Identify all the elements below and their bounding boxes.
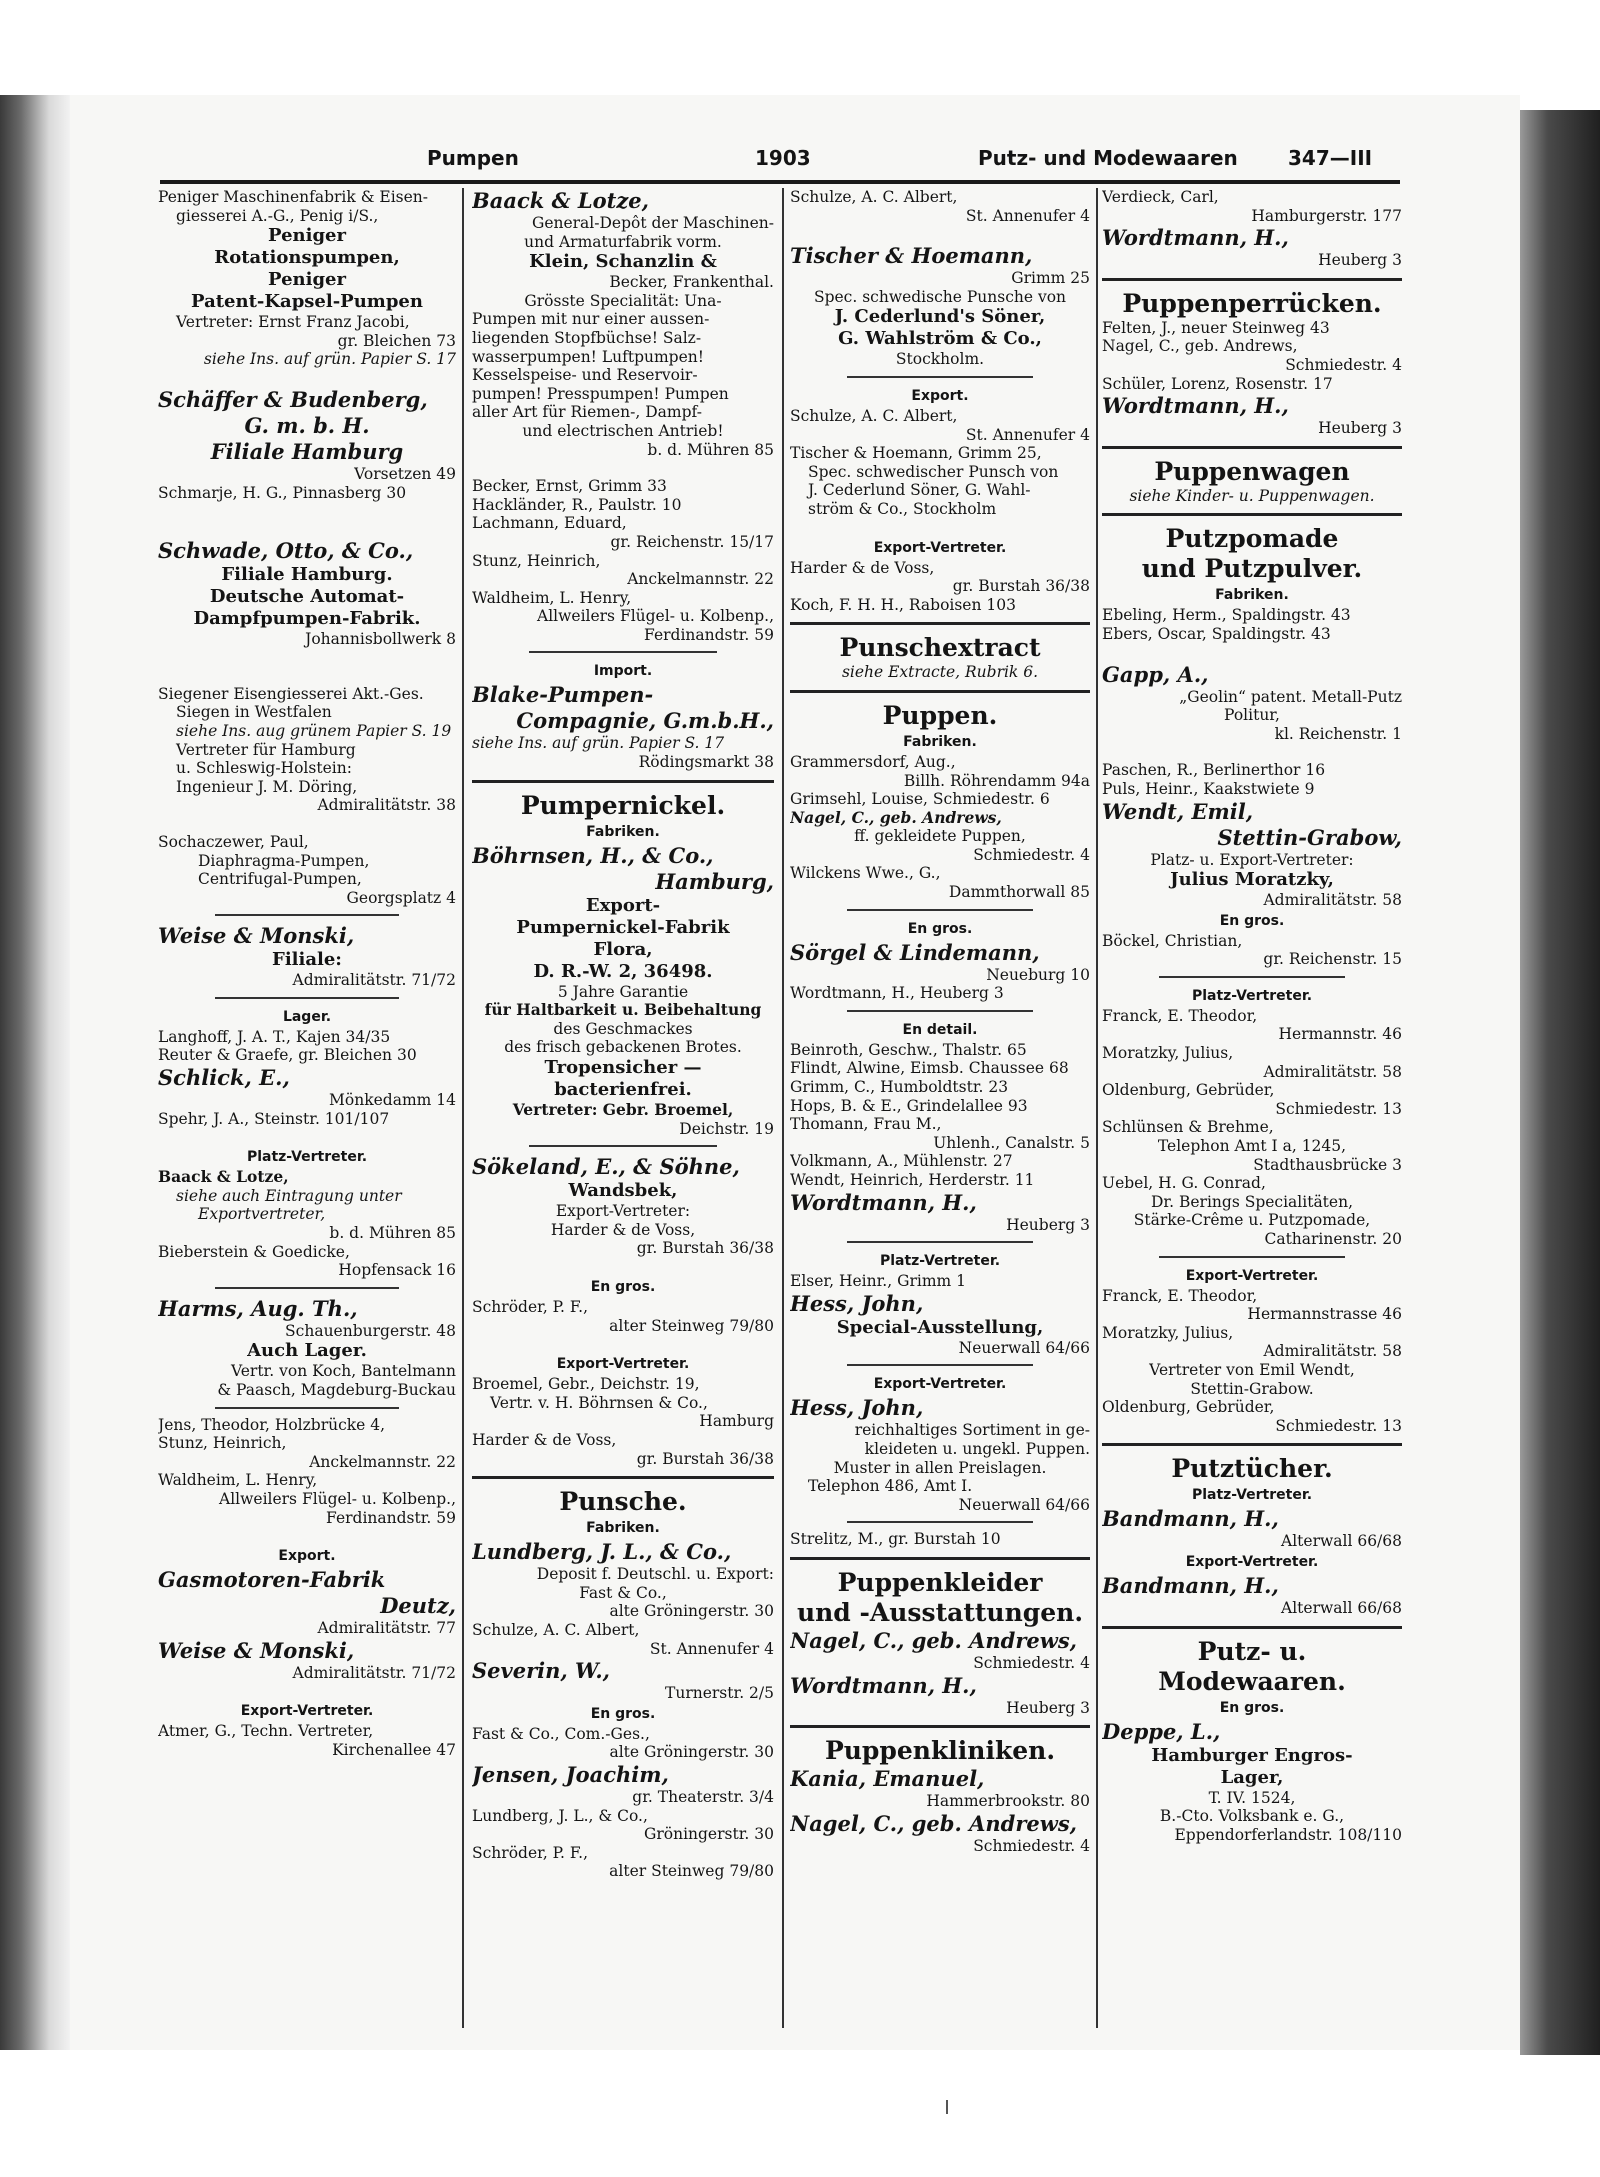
entry-line: Admiralitätstr. 77	[317, 1619, 456, 1638]
entry-line: Ingenieur J. M. Döring,	[176, 777, 358, 796]
firm-name: Jensen, Joachim,	[472, 1761, 669, 1787]
entry-line: Neuerwall 64/66	[958, 1495, 1090, 1514]
entry-line: Admiralitätstr. 38	[317, 796, 456, 815]
entry-line: Beinroth, Geschw., Thalstr. 65	[790, 1040, 1027, 1059]
entry-line: des frisch gebackenen Brotes.	[504, 1038, 742, 1057]
entry-line: Grimm 25	[1011, 269, 1090, 288]
entry-line: ff. gekleidete Puppen,	[854, 827, 1026, 846]
entry-line: Siegener Eisengiesserei Akt.-Ges.	[158, 684, 424, 703]
entry-line: gr. Reichenstr. 15/17	[610, 532, 774, 551]
entry-line: Oldenburg, Gebrüder,	[1102, 1398, 1275, 1417]
section-heading: Puppenkleider	[837, 1567, 1043, 1597]
entry-line: Uhlenh., Canalstr. 5	[933, 1133, 1090, 1152]
page-number: 347—III	[1288, 146, 1373, 170]
subheading: Export.	[911, 387, 969, 404]
entry-line: Platz- u. Export-Vertreter:	[1150, 850, 1354, 869]
entry-line: Stunz, Heinrich,	[158, 1434, 287, 1453]
entry-line: Schauenburgerstr. 48	[285, 1321, 456, 1340]
entry-line: alte Gröningerstr. 30	[609, 1602, 774, 1621]
entry-line: siehe Ins. aug grünem Papier S. 19	[176, 721, 452, 740]
entry-line: Nagel, C., geb. Andrews,	[1102, 337, 1298, 356]
subheading: Platz-Vertreter.	[1191, 987, 1313, 1004]
firm-name: Schäffer & Budenberg,	[158, 386, 428, 412]
entry-line: Schmarje, H. G., Pinnasberg 30	[158, 483, 407, 502]
entry-line: Vertr. von Koch, Bantelmann	[230, 1362, 456, 1381]
entry-line: Paschen, R., Berlinerthor 16	[1102, 761, 1326, 780]
entry-line: Hamburger Engros-	[1151, 1744, 1353, 1766]
entry-line: Thomann, Frau M.,	[790, 1115, 942, 1134]
entry-line: St. Annenufer 4	[965, 206, 1090, 225]
entry-line: Schmiedestr. 13	[1275, 1416, 1402, 1435]
entry-line: Wendt, Heinrich, Herderstr. 11	[790, 1171, 1035, 1189]
entry-line: gr. Burstah 36/38	[952, 577, 1090, 596]
entry-line: Rödingsmarkt 38	[638, 753, 774, 772]
subheading: Fabriken.	[586, 1520, 660, 1537]
entry-line: Billh. Röhrendamm 94a	[903, 771, 1090, 790]
entry-line: B.-Cto. Volksbank e. G.,	[1159, 1807, 1345, 1826]
entry-line: Spec. schwedische Punsche von	[813, 287, 1067, 306]
section-heading: Putztücher.	[1171, 1454, 1333, 1484]
firm-name: Deutz,	[380, 1593, 456, 1619]
entry-line: Lundberg, J. L., & Co.,	[472, 1806, 648, 1825]
entry-line: Heuberg 3	[1006, 1215, 1090, 1234]
entry-line: Deposit f. Deutschl. u. Export:	[536, 1565, 774, 1584]
entry-line: siehe Ins. auf grün. Papier S. 17	[472, 734, 725, 753]
entry-line: Reuter & Graefe, gr. Bleichen 30	[158, 1046, 417, 1065]
subheading: Fabriken.	[1215, 587, 1289, 604]
firm-name: Filiale Hamburg	[210, 438, 404, 464]
entry-line: Grimsehl, Louise, Schmiedestr. 6	[790, 790, 1050, 809]
firm-name: Wordtmann, H.,	[790, 1672, 977, 1698]
firm-name: Tischer & Hoemann,	[790, 243, 1033, 269]
entry-line: Alterwall 66/68	[1281, 1598, 1402, 1617]
entry-line: gr. Bleichen 73	[337, 331, 456, 350]
entry-line: G. Wahlström & Co.,	[838, 328, 1042, 350]
entry-line: kl. Reichenstr. 1	[1274, 724, 1402, 743]
section-heading: Putzpomade	[1165, 524, 1339, 554]
firm-name: Bandmann, H.,	[1102, 1572, 1279, 1598]
firm-name: Hess, John,	[790, 1290, 924, 1316]
entry-line: Johannisbollwerk 8	[305, 630, 456, 649]
firm-name: Gasmotoren-Fabrik	[158, 1567, 386, 1593]
entry-line: Volkmann, A., Mühlenstr. 27	[790, 1152, 1013, 1171]
column-3	[790, 188, 1090, 2048]
entry-line: Vertreter für Hamburg	[176, 740, 356, 759]
entry-line: alter Steinweg 79/80	[609, 1316, 774, 1335]
left-page-edge	[0, 95, 70, 2050]
entry-line: ström & Co., Stockholm	[808, 499, 997, 518]
subheading: Export.	[278, 1548, 336, 1565]
entry-line: Heuberg 3	[1318, 419, 1402, 438]
entry-line: Baack & Lotze,	[158, 1167, 289, 1187]
entry-line: Pumpen mit nur einer aussen-	[472, 310, 710, 329]
entry-line: Neueburg 10	[986, 965, 1090, 984]
firm-name: Hamburg,	[655, 868, 774, 894]
entry-line: Patent-Kapsel-Pumpen	[191, 291, 423, 313]
firm-name: Böhrnsen, H., & Co.,	[472, 842, 714, 868]
section-heading: Putz- u. Modewaaren.	[1158, 1636, 1346, 1696]
entry-line: Allweilers Flügel- u. Kolbenp.,	[219, 1489, 456, 1508]
entry-line: bacterienfrei.	[554, 1079, 692, 1101]
entry-line: Admiralitätstr. 58	[1263, 1342, 1402, 1361]
entry-line: J. Cederlund's Söner,	[834, 306, 1046, 328]
entry-line: Nagel, C., geb. Andrews,	[790, 807, 1002, 827]
entry-line: Schmiedestr. 13	[1275, 1099, 1402, 1118]
entry-line: Grösste Specialität: Una-	[524, 291, 722, 310]
entry-line: alter Steinweg 79/80	[609, 1862, 774, 1881]
entry-line: Admiralitätstr. 58	[1263, 891, 1402, 910]
entry-line: Moratzky, Julius,	[1102, 1044, 1234, 1063]
entry-line: siehe Kinder- u. Puppenwagen.	[1129, 486, 1375, 505]
entry-line: Bieberstein & Goedicke,	[158, 1242, 350, 1261]
section-heading: Puppenwagen	[1154, 456, 1350, 486]
entry-line: Filiale Hamburg.	[221, 564, 393, 586]
entry-line: Flora,	[593, 938, 653, 960]
entry-line: Rotationspumpen,	[214, 247, 400, 269]
entry-line: Klein, Schanzlin &	[529, 251, 717, 273]
firm-name: Schlick, E.,	[158, 1065, 290, 1091]
entry-line: Ferdinandstr. 59	[326, 1508, 456, 1527]
entry-line: Grimm, C., Humboldtstr. 23	[790, 1078, 1009, 1097]
subheading: En gros.	[590, 1705, 656, 1722]
firm-name: Gapp, A.,	[1102, 661, 1209, 687]
entry-line: Moratzky, Julius,	[1102, 1323, 1234, 1342]
entry-line: Harder & de Voss,	[550, 1220, 696, 1239]
entry-line: Eppendorferlandstr. 108/110	[1174, 1825, 1402, 1844]
entry-line: b. d. Mühren 85	[647, 440, 774, 459]
entry-line: Sochaczewer, Paul,	[158, 832, 309, 851]
entry-line: St. Annenufer 4	[649, 1639, 774, 1658]
entry-line: Telephon Amt I a, 1245,	[1157, 1137, 1347, 1156]
entry-line: Hermannstrasse 46	[1247, 1305, 1402, 1324]
entry-line: Mönkedamm 14	[329, 1091, 456, 1110]
entry-line: Special-Ausstellung,	[836, 1316, 1044, 1338]
running-header	[160, 142, 1400, 178]
firm-name: Schwade, Otto, & Co.,	[158, 538, 414, 564]
entry-line: Admiralitätstr. 71/72	[292, 1663, 456, 1682]
entry-line: Telephon 486, Amt I.	[808, 1477, 973, 1496]
firm-name: Sörgel & Lindemann,	[790, 939, 1040, 965]
entry-line: Stadthausbrücke 3	[1253, 1155, 1402, 1174]
entry-line: Deichstr. 19	[679, 1119, 774, 1138]
entry-line: St. Annenufer 4	[965, 425, 1090, 444]
entry-line: Peniger Maschinenfabrik & Eisen-	[158, 188, 429, 206]
entry-line: Ebers, Oscar, Spaldingstr. 43	[1102, 624, 1331, 643]
entry-line: Export-	[585, 894, 661, 916]
entry-line: liegenden Stopfbüchse! Salz-	[472, 328, 702, 347]
entry-line: Lachmann, Eduard,	[472, 514, 627, 533]
entry-line: für Haltbarkeit u. Beibehaltung	[484, 1000, 762, 1020]
entry-line: 5 Jahre Garantie	[557, 982, 689, 1001]
entry-line: Tischer & Hoemann, Grimm 25,	[790, 444, 1042, 463]
firm-name: Wordtmann, H.,	[790, 1189, 977, 1215]
entry-line: Hamburgerstr. 177	[1251, 206, 1402, 225]
firm-name: Kania, Emanuel,	[790, 1766, 985, 1792]
subheading: Platz-Vertreter.	[879, 1253, 1001, 1270]
entry-line: Schmiedestr. 4	[1285, 355, 1402, 374]
entry-line: gr. Reichenstr. 15	[1263, 950, 1402, 969]
subheading: En gros.	[590, 1279, 656, 1295]
subheading: Import.	[593, 663, 653, 680]
entry-line: Georgsplatz 4	[346, 888, 456, 907]
entry-line: des Geschmackes	[553, 1019, 693, 1038]
entry-line: Hammerbrookstr. 80	[926, 1792, 1090, 1811]
entry-line: Allweilers Flügel- u. Kolbenp.,	[537, 607, 774, 626]
entry-line: Oldenburg, Gebrüder,	[1102, 1081, 1275, 1100]
firm-name: Blake-Pumpen-	[472, 682, 654, 708]
entry-line: Böckel, Christian,	[1102, 931, 1243, 950]
entry-line: Spehr, J. A., Steinstr. 101/107	[158, 1109, 390, 1128]
subheading: En gros.	[1219, 1699, 1285, 1716]
entry-line: b. d. Mühren 85	[329, 1224, 456, 1243]
print-mark	[946, 2100, 948, 2114]
entry-line: Koch, F. H. H., Raboisen 103	[790, 595, 1016, 614]
subheading: En gros.	[1219, 912, 1285, 929]
entry-line: pumpen! Presspumpen! Pumpen	[472, 384, 729, 403]
entry-line: Stunz, Heinrich,	[472, 551, 601, 570]
entry-line: D. R.-W. 2, 36498.	[533, 960, 713, 982]
entry-line: Muster in allen Preislagen.	[833, 1458, 1047, 1477]
entry-line: Politur,	[1224, 706, 1280, 725]
entry-line: Becker, Frankenthal.	[609, 273, 774, 292]
entry-line: Spec. schwedischer Punsch von	[808, 462, 1059, 481]
subheading: En detail.	[902, 1021, 978, 1038]
entry-line: Vertreter: Ernst Franz Jacobi,	[176, 313, 410, 332]
entry-line: siehe auch Eintragung unter	[176, 1186, 402, 1205]
section-heading: und Putzpulver.	[1141, 554, 1363, 584]
firm-name: Wordtmann, H.,	[1102, 225, 1289, 251]
firm-name: Lundberg, J. L., & Co.,	[472, 1539, 732, 1565]
firm-name: Weise & Monski,	[158, 923, 355, 949]
entry-line: Siegen in Westfalen	[176, 703, 332, 722]
header-rule	[160, 180, 1400, 184]
section-heading: und -Ausstattungen.	[796, 1597, 1084, 1627]
entry-line: Vertreter: Gebr. Broemel,	[512, 1100, 734, 1120]
entry-line: gr. Burstah 36/38	[636, 1239, 774, 1258]
entry-line: Jens, Theodor, Holzbrücke 4,	[158, 1415, 386, 1434]
entry-line: Centrifugal-Pumpen,	[198, 870, 362, 889]
entry-line: Auch Lager.	[247, 1340, 367, 1362]
entry-line: Puls, Heinr., Kaakstwiete 9	[1102, 779, 1315, 798]
subheading: Fabriken.	[903, 733, 977, 750]
subheading: Export-Vertreter.	[1185, 1553, 1319, 1570]
entry-line: Diaphragma-Pumpen,	[198, 851, 370, 870]
entry-line: Admiralitätstr. 58	[1263, 1062, 1402, 1081]
entry-line: Schlünsen & Brehme,	[1102, 1118, 1274, 1137]
column-2	[472, 188, 774, 2048]
entry-line: reichhaltiges Sortiment in ge-	[854, 1421, 1090, 1440]
entry-line: Stettin-Grabow.	[1190, 1379, 1314, 1398]
entry-line: wasserpumpen! Luftpumpen!	[472, 347, 704, 366]
entry-line: Gröningerstr. 30	[643, 1825, 774, 1844]
column-divider	[462, 188, 464, 2028]
entry-line: und Armaturfabrik vorm.	[524, 232, 722, 251]
section-heading: Pumpernickel.	[520, 790, 726, 820]
column-divider	[782, 188, 784, 2028]
entry-line: Filiale:	[272, 949, 342, 971]
entry-line: Dampfpumpen-Fabrik.	[193, 608, 421, 630]
entry-line: Verdieck, Carl,	[1102, 188, 1219, 206]
entry-line: Exportvertreter,	[198, 1205, 326, 1224]
entry-line: Vertreter von Emil Wendt,	[1149, 1360, 1355, 1379]
entry-line: Kirchenallee 47	[332, 1740, 456, 1759]
entry-line: Heuberg 3	[1006, 1698, 1090, 1717]
entry-line: Turnerstr. 2/5	[665, 1684, 774, 1703]
entry-line: Elser, Heinr., Grimm 1	[790, 1272, 967, 1291]
header-right: Putz- und Modewaaren	[978, 146, 1238, 170]
entry-line: Lager,	[1220, 1766, 1284, 1788]
firm-name: Severin, W.,	[472, 1658, 610, 1684]
right-page-edge	[1520, 110, 1600, 2055]
section-heading: Punsche.	[559, 1487, 687, 1517]
entry-line: Deutsche Automat-	[209, 586, 405, 608]
column-1	[158, 188, 456, 2048]
subheading: Export-Vertreter.	[1185, 1267, 1319, 1284]
entry-line: Wandsbek,	[568, 1180, 678, 1202]
entry-line: Becker, Ernst, Grimm 33	[472, 477, 667, 496]
entry-line: Harder & de Voss,	[472, 1430, 617, 1449]
entry-line: Schröder, P. F.,	[472, 1843, 589, 1862]
firm-name: Stettin-Grabow,	[1217, 824, 1402, 850]
subheading: Export-Vertreter.	[873, 1376, 1007, 1393]
entry-line: Admiralitätstr. 71/72	[292, 971, 456, 990]
entry-line: General-Depôt der Maschinen-	[531, 214, 774, 232]
entry-line: Waldheim, L. Henry,	[158, 1471, 318, 1490]
firm-name: Wendt, Emil,	[1102, 798, 1253, 824]
entry-line: Dr. Berings Specialitäten,	[1151, 1192, 1353, 1211]
entry-line: Julius Moratzky,	[1170, 869, 1334, 891]
entry-line: gr. Burstah 36/38	[636, 1449, 774, 1468]
entry-line: Export-Vertreter:	[555, 1202, 691, 1221]
entry-line: Kesselspeise- und Reservoir-	[472, 366, 698, 385]
entry-line: Wordtmann, H., Heuberg 3	[790, 984, 1004, 1003]
entry-line: Atmer, G., Techn. Vertreter,	[158, 1722, 374, 1741]
entry-line: Peniger	[268, 269, 346, 291]
firm-name: Nagel, C., geb. Andrews,	[790, 1810, 1077, 1836]
entry-line: Franck, E. Theodor,	[1102, 1286, 1258, 1305]
section-heading: Puppenperrücken.	[1122, 288, 1382, 318]
firm-name: Baack & Lotze,	[472, 188, 649, 213]
column-divider	[1096, 188, 1098, 2028]
firm-name: Compagnie, G.m.b.H.,	[516, 708, 774, 734]
entry-line: Hops, B. & E., Grindelallee 93	[790, 1096, 1028, 1115]
entry-line: giesserei A.-G., Penig i/S.,	[176, 206, 379, 225]
entry-line: T. IV. 1524,	[1208, 1788, 1296, 1807]
entry-line: & Paasch, Magdeburg-Buckau	[217, 1381, 456, 1399]
entry-line: Alterwall 66/68	[1281, 1532, 1402, 1551]
entry-line: Hopfensack 16	[338, 1261, 456, 1280]
firm-name: Nagel, C., geb. Andrews,	[790, 1627, 1077, 1653]
entry-line: Fast & Co.,	[579, 1583, 667, 1602]
header-left: Pumpen	[427, 146, 519, 170]
entry-line: J. Cederlund Söner, G. Wahl-	[808, 481, 1031, 500]
firm-name: Hess, John,	[790, 1395, 924, 1421]
entry-line: „Geolin“ patent. Metall-Putz	[1179, 687, 1402, 706]
entry-line: Schulze, A. C. Albert,	[790, 188, 958, 206]
entry-line: und electrischen Antrieb!	[522, 421, 724, 440]
entry-line: Harder & de Voss,	[790, 558, 935, 577]
firm-name: Sökeland, E., & Söhne,	[472, 1154, 740, 1180]
column-4	[1102, 188, 1402, 2048]
section-heading: Puppen.	[882, 700, 998, 730]
firm-name: Bandmann, H.,	[1102, 1506, 1279, 1532]
entry-line: Stockholm.	[895, 350, 985, 369]
entry-line: Schüler, Lorenz, Rosenstr. 17	[1102, 374, 1333, 393]
subheading: Lager.	[282, 1008, 332, 1025]
entry-line: Waldheim, L. Henry,	[472, 588, 632, 607]
subheading: Platz-Vertreter.	[1191, 1487, 1313, 1504]
header-year: 1903	[755, 146, 811, 170]
entry-line: Schmiedestr. 4	[973, 845, 1090, 864]
entry-line: Schulze, A. C. Albert,	[790, 406, 958, 425]
entry-line: Vorsetzen 49	[354, 464, 456, 483]
entry-line: siehe Ins. auf grün. Papier S. 17	[203, 350, 456, 369]
section-heading: Puppenkliniken.	[824, 1736, 1056, 1766]
entry-line: Broemel, Gebr., Deichstr. 19,	[472, 1375, 700, 1394]
entry-line: Uebel, H. G. Conrad,	[1102, 1174, 1266, 1193]
subheading: Export-Vertreter.	[240, 1703, 374, 1720]
entry-line: Pumpernickel-Fabrik	[516, 916, 730, 938]
firm-name: Harms, Aug. Th.,	[158, 1295, 358, 1321]
entry-line: alte Gröningerstr. 30	[609, 1743, 774, 1762]
entry-line: Anckelmannstr. 22	[627, 570, 774, 589]
firm-name: G. m. b. H.	[244, 412, 370, 438]
entry-line: Hermannstr. 46	[1278, 1025, 1402, 1044]
firm-name: Weise & Monski,	[158, 1637, 355, 1663]
entry-line: Ebeling, Herm., Spaldingstr. 43	[1102, 606, 1351, 625]
entry-line: Grammersdorf, Aug.,	[790, 752, 956, 771]
entry-line: Ferdinandstr. 59	[644, 625, 774, 644]
entry-line: Peniger	[268, 225, 346, 247]
entry-line: Strelitz, M., gr. Burstah 10	[790, 1530, 1001, 1549]
entry-line: Stärke-Crême u. Putzpomade,	[1133, 1211, 1371, 1230]
entry-line: Heuberg 3	[1318, 251, 1402, 270]
entry-line: Anckelmannstr. 22	[309, 1452, 456, 1471]
entry-line: Vertr. v. H. Böhrnsen & Co.,	[490, 1393, 708, 1412]
firm-name: Deppe, L.,	[1102, 1718, 1221, 1744]
section-heading: Punschextract	[839, 633, 1041, 663]
subheading: Export-Vertreter.	[556, 1356, 690, 1373]
entry-line: Schröder, P. F.,	[472, 1298, 589, 1316]
subheading: Export-Vertreter.	[873, 539, 1007, 556]
entry-line: Wilckens Wwe., G.,	[790, 864, 941, 883]
entry-line: Hackländer, R., Paulstr. 10	[472, 495, 682, 514]
entry-line: Dammthorwall 85	[948, 883, 1090, 902]
entry-line: siehe Extracte, Rubrik 6.	[841, 663, 1039, 682]
entry-line: Flindt, Alwine, Eimsb. Chaussee 68	[790, 1059, 1069, 1078]
entry-line: Catharinenstr. 20	[1264, 1230, 1402, 1248]
entry-line: Schmiedestr. 4	[973, 1653, 1090, 1672]
entry-line: Hamburg	[699, 1412, 774, 1431]
entry-line: Felten, J., neuer Steinweg 43	[1102, 318, 1330, 337]
entry-line: Neuerwall 64/66	[958, 1338, 1090, 1357]
entry-line: Langhoff, J. A. T., Kajen 34/35	[158, 1027, 391, 1046]
subheading: En gros.	[907, 920, 973, 937]
subheading: Platz-Vertreter.	[246, 1149, 368, 1166]
entry-line: Fast & Co., Com.-Ges.,	[472, 1724, 650, 1743]
entry-line: u. Schleswig-Holstein:	[176, 759, 352, 778]
entry-line: aller Art für Riemen-, Dampf-	[472, 403, 702, 422]
subheading: Fabriken.	[586, 823, 660, 840]
entry-line: gr. Theaterstr. 3/4	[632, 1787, 774, 1806]
entry-line: Schulze, A. C. Albert,	[472, 1620, 640, 1639]
entry-line: Franck, E. Theodor,	[1102, 1006, 1258, 1025]
entry-line: kleideten u. ungekl. Puppen.	[864, 1439, 1090, 1458]
firm-name: Wordtmann, H.,	[1102, 393, 1289, 419]
entry-line: Tropensicher —	[544, 1057, 702, 1079]
entry-line: Schmiedestr. 4	[973, 1836, 1090, 1855]
